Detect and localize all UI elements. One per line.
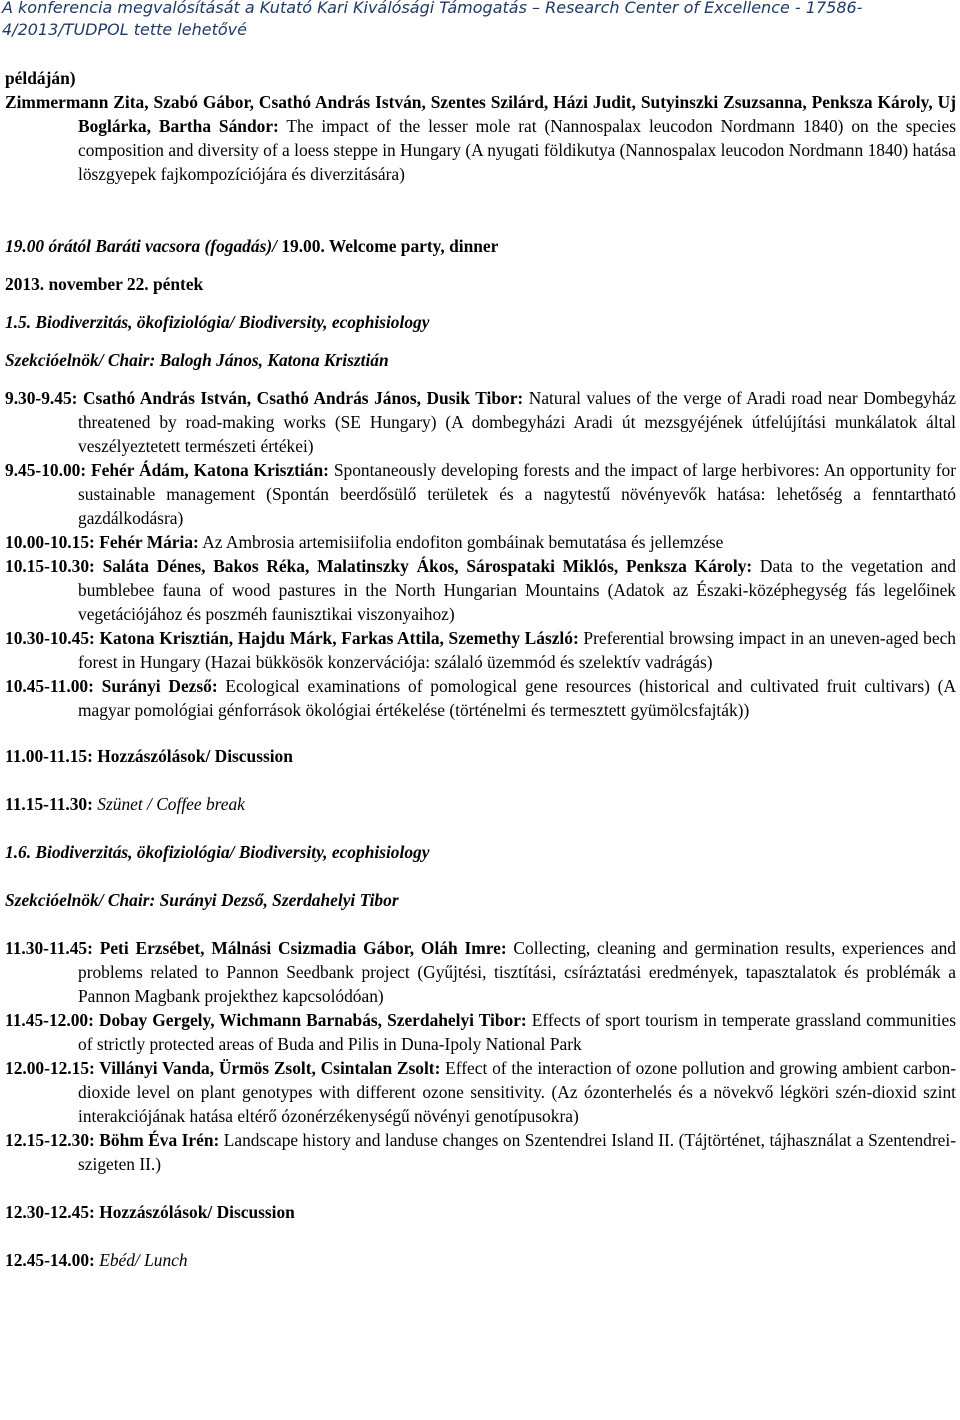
talk-item: 12.00-12.15: Villányi Vanda, Ürmös Zsolt, Csintalan Zsolt: Effect of the interaction of ozone pollution and growing ambient carbon-dioxide level on plant genotypes with different ozone sensitivity. (Az ózonterhelés és a növekvő légköri szén-dioxid szint interakciójának hatása eltérő ózonérzékenységű növényi genotípusokra) <box>5 1058 957 1126</box>
talk-item: 9.45-10.00: Fehér Ádám, Katona Krisztián: Spontaneously developing forests and the impact of large herbivores: An opportunity for sustainable management (Spontán beerdősülő területek és a nagytestű növényevők hatása: lehetőség a fenntartható gazdálkodásra) <box>5 460 956 528</box>
talk-item-carryover <box>5 90 956 186</box>
talk-authors: Zimmermann Zita, Szabó Gábor, Csathó András István, Szentes Szilárd, Házi Judit, Sutyinszki Zsuzsanna, Penksza Károly, Uj Boglárka, Bartha Sándor: <box>5 92 956 136</box>
running-header: A konferencia megvalósítását a Kutató Kari Kiválósági Támogatás – Research Center of Excellence - 17586-4/2013/TUDPOL tette lehetővé <box>2 0 863 39</box>
talk-item: 11.45-12.00: Dobay Gergely, Wichmann Barnabás, Szerdahelyi Tibor: Effects of sport tourism in temperate grassland communities of strictly protected areas of Buda and Pilis in Duna-Ipoly National Park <box>5 1010 956 1054</box>
lunch-slot: 12.45-14.00: Ebéd/ Lunch <box>5 1250 188 1270</box>
section-title-1-6: 1.6. Biodiverzitás, ökofiziológia/ Biodiversity, ecophisiology <box>5 842 430 862</box>
talk-item: 10.00-10.15: Fehér Mária: Az Ambrosia artemisiifolia endofiton gombáinak bemutatása és jellemzése <box>5 532 724 552</box>
talk-item: 10.15-10.30: Saláta Dénes, Bakos Réka, Malatinszky Ákos, Sárospataki Miklós, Penksza Károly: Data to the vegetation and bumblebee fauna of wood pastures in the North Hungarian Mountains (Adatok az Északi-középhegység fás legelőinek vegetációjához és poszméh faunisztikai viszonyaihoz) <box>5 556 956 624</box>
discussion-slot: 12.30-12.45: Hozzászólások/ Discussion <box>5 1202 295 1222</box>
discussion-slot: 11.00-11.15: Hozzászólások/ Discussion <box>5 746 293 766</box>
carryover-text: példáján) <box>5 68 76 88</box>
section-title-1-5: 1.5. Biodiverzitás, ökofiziológia/ Biodiversity, ecophisiology <box>5 312 430 332</box>
section-chair-1-5: Szekcióelnök/ Chair: Balogh János, Katona Krisztián <box>5 350 389 370</box>
coffee-break-slot: 11.15-11.30: Szünet / Coffee break <box>5 794 245 814</box>
talk-item: 10.30-10.45: Katona Krisztián, Hajdu Márk, Farkas Attila, Szemethy László: Preferential browsing impact in an uneven-aged bech forest in Hungary (Hazai bükkösök konzervációja: szálaló üzemmód és szelektív vadrágás) <box>5 628 956 672</box>
talk-item: 11.30-11.45: Peti Erzsébet, Málnási Csizmadia Gábor, Oláh Imre: Collecting, cleaning and germination results, experiences and problems related to Pannon Seedbank project (Gyűjtési, tisztítási, csíráztatási eredmények, tapasztalatok és problémák a Pannon Magbank projekthez kapcsolódóan) <box>5 938 956 1006</box>
section-chair-1-6: Szekcióelnök/ Chair: Surányi Dezső, Szerdahelyi Tibor <box>5 890 399 910</box>
talk-item: 12.15-12.30: Böhm Éva Irén: Landscape history and landuse changes on Szentendrei Island II. (Tájtörténet, tájhasználat a Szentendrei-szigeten II.) <box>5 1130 957 1174</box>
evening-event: 19.00 órától Baráti vacsora (fogadás)/ 19.00. Welcome party, dinner <box>5 236 499 256</box>
talk-title: The impact of the lesser mole rat (Nannospalax leucodon Nordmann 1840) on the species composition and diversity of a loess steppe in Hungary (A nyugati földikutya (Nannospalax leucodon Nordmann 1840) hatása löszgyepek fajkompozíciójára és diverzitására) <box>78 116 956 184</box>
page-body <box>5 66 956 1272</box>
day-heading: 2013. november 22. péntek <box>5 274 204 294</box>
talk-item: 10.45-11.00: Surányi Dezső: Ecological examinations of pomological gene resources (historical and cultivated fruit cultivars) (A magyar pomológiai génforrások ökológiai értékelése (történelmi és termesztett gyümölcsfajták)) <box>5 676 957 720</box>
talk-item: 9.30-9.45: Csathó András István, Csathó András János, Dusik Tibor: Natural values of the verge of Aradi road near Dombegyház threatened by road-making works (SE Hungary) (A dombegyházi Aradi út mezsgyéjének útfelújítási munkálatok által veszélyeztetett természeti értékei) <box>5 388 956 456</box>
